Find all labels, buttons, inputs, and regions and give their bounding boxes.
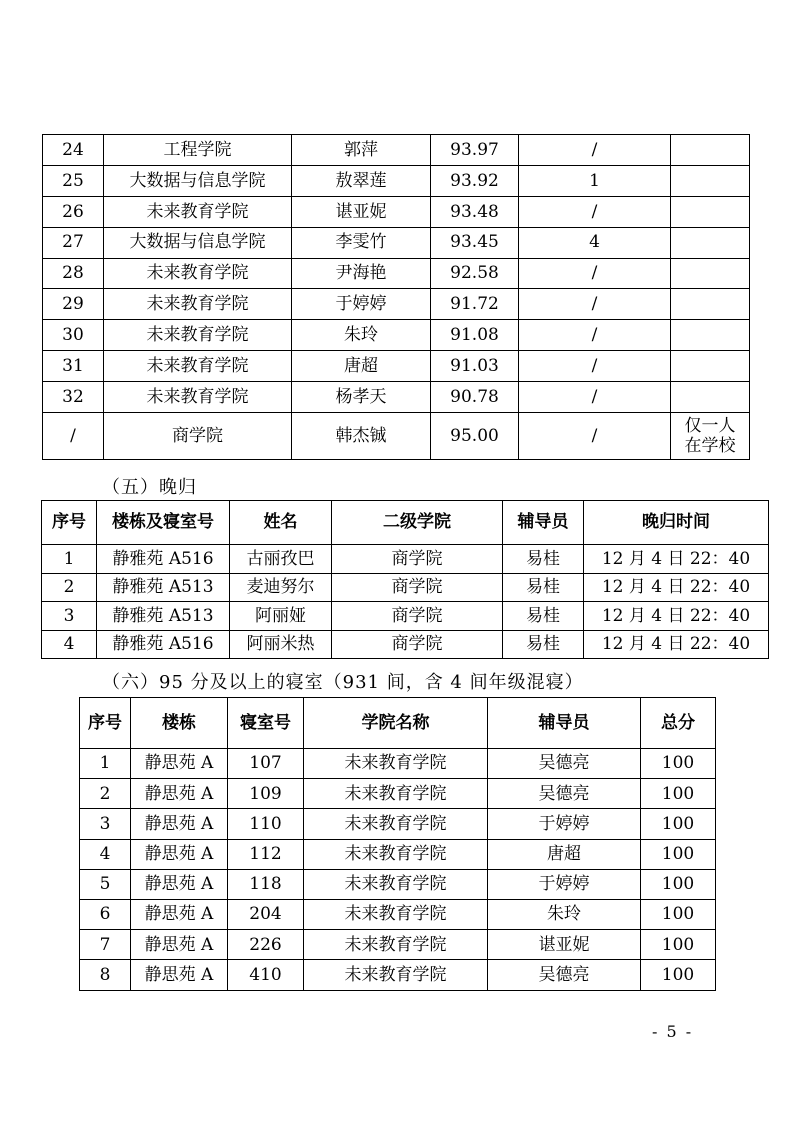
score-cell: 91.08 [431, 320, 519, 351]
table-row [42, 545, 769, 574]
college-cell: 未来教育学院 [104, 320, 292, 351]
name-cell: 麦迪努尔 [230, 573, 332, 602]
score-cell: 95.00 [431, 413, 519, 460]
room-cell: 112 [228, 839, 304, 869]
time-cell: 12 月 4 日 22：40 [584, 602, 769, 631]
table-row [80, 809, 716, 839]
score-cell: 90.78 [431, 382, 519, 413]
column-header: 晚归时间 [584, 501, 769, 545]
building-cell: 静思苑 A [131, 869, 228, 899]
counselor-cell: 唐超 [488, 839, 641, 869]
name-cell: 古丽孜巴 [230, 545, 332, 574]
rank-cell: 32 [43, 382, 104, 413]
college-cell: 商学院 [332, 545, 503, 574]
table-row [43, 196, 750, 227]
counselor-cell: 郭萍 [292, 135, 431, 166]
building-cell: 静思苑 A [131, 809, 228, 839]
college-cell: 商学院 [332, 573, 503, 602]
counselor-cell: 易桂 [503, 545, 584, 574]
college-cell: 商学院 [104, 413, 292, 460]
remark-cell [671, 258, 750, 289]
column-header: 辅导员 [488, 698, 641, 749]
room-cell: 410 [228, 960, 304, 990]
building-cell: 静思苑 A [131, 960, 228, 990]
score-cell: 93.97 [431, 135, 519, 166]
table-row [43, 413, 750, 460]
time-cell: 12 月 4 日 22：40 [584, 630, 769, 659]
name-cell: 阿丽娅 [230, 602, 332, 631]
score-cell: 100 [641, 930, 716, 960]
remark-cell [671, 320, 750, 351]
score-cell: 100 [641, 869, 716, 899]
count-cell: / [519, 289, 671, 320]
counselor-cell: 于婷婷 [292, 289, 431, 320]
college-cell: 未来教育学院 [304, 960, 488, 990]
remark-cell [671, 351, 750, 382]
table-header-row [80, 698, 716, 749]
column-header: 寝室号 [228, 698, 304, 749]
college-cell: 工程学院 [104, 135, 292, 166]
table-row [80, 899, 716, 929]
remark-cell [671, 413, 750, 460]
college-cell: 商学院 [332, 630, 503, 659]
table-row [43, 289, 750, 320]
room-cell: 110 [228, 809, 304, 839]
counselor-cell: 敖翠莲 [292, 165, 431, 196]
count-cell: / [519, 320, 671, 351]
counselor-cell: 谌亚妮 [488, 930, 641, 960]
college-cell: 未来教育学院 [104, 289, 292, 320]
dorm-cell: 静雅苑 A516 [97, 630, 230, 659]
counselor-cell: 于婷婷 [488, 869, 641, 899]
counselor-cell: 唐超 [292, 351, 431, 382]
room-cell: 107 [228, 749, 304, 779]
index-cell: 3 [42, 602, 97, 631]
late-return-table [41, 500, 769, 659]
table-header-row [42, 501, 769, 545]
rank-cell: 26 [43, 196, 104, 227]
building-cell: 静思苑 A [131, 749, 228, 779]
college-cell: 未来教育学院 [304, 749, 488, 779]
table-row [43, 382, 750, 413]
remark-cell [671, 196, 750, 227]
remark-cell [671, 165, 750, 196]
counselor-cell: 韩杰铖 [292, 413, 431, 460]
counselor-cell: 易桂 [503, 573, 584, 602]
index-cell: 2 [42, 573, 97, 602]
college-cell: 大数据与信息学院 [104, 165, 292, 196]
counselor-cell: 杨孝天 [292, 382, 431, 413]
counselor-cell: 朱玲 [292, 320, 431, 351]
college-cell: 未来教育学院 [304, 779, 488, 809]
score-cell: 100 [641, 960, 716, 990]
score-cell: 93.45 [431, 227, 519, 258]
building-cell: 静思苑 A [131, 779, 228, 809]
building-cell: 静思苑 A [131, 839, 228, 869]
table-row [43, 351, 750, 382]
counselor-cell: 李雯竹 [292, 227, 431, 258]
college-cell: 大数据与信息学院 [104, 227, 292, 258]
rank-cell: 31 [43, 351, 104, 382]
index-cell: 1 [42, 545, 97, 574]
remark-line: 在学校 [684, 436, 736, 457]
college-cell: 商学院 [332, 602, 503, 631]
column-header: 序号 [42, 501, 97, 545]
time-cell: 12 月 4 日 22：40 [584, 545, 769, 574]
counselor-cell: 尹海艳 [292, 258, 431, 289]
table-row [43, 165, 750, 196]
count-cell: / [519, 258, 671, 289]
college-cell: 未来教育学院 [304, 899, 488, 929]
college-cell: 未来教育学院 [104, 382, 292, 413]
college-cell: 未来教育学院 [304, 869, 488, 899]
index-cell: 7 [80, 930, 131, 960]
room-cell: 109 [228, 779, 304, 809]
building-cell: 静思苑 A [131, 930, 228, 960]
college-cell: 未来教育学院 [304, 839, 488, 869]
rank-cell: 25 [43, 165, 104, 196]
index-cell: 1 [80, 749, 131, 779]
top-dorms-table [79, 697, 716, 991]
dorm-cell: 静雅苑 A513 [97, 602, 230, 631]
table-row [43, 258, 750, 289]
time-cell: 12 月 4 日 22：40 [584, 573, 769, 602]
remark-cell [671, 382, 750, 413]
rank-cell: / [43, 413, 104, 460]
count-cell: / [519, 135, 671, 166]
index-cell: 5 [80, 869, 131, 899]
index-cell: 3 [80, 809, 131, 839]
college-cell: 未来教育学院 [104, 196, 292, 227]
score-cell: 93.92 [431, 165, 519, 196]
table-row [43, 135, 750, 166]
score-cell: 100 [641, 899, 716, 929]
score-cell: 91.72 [431, 289, 519, 320]
dorm-cell: 静雅苑 A513 [97, 573, 230, 602]
index-cell: 6 [80, 899, 131, 929]
rank-cell: 30 [43, 320, 104, 351]
table-row [42, 602, 769, 631]
dorm-cell: 静雅苑 A516 [97, 545, 230, 574]
score-cell: 93.48 [431, 196, 519, 227]
index-cell: 8 [80, 960, 131, 990]
table-row [43, 227, 750, 258]
rank-cell: 28 [43, 258, 104, 289]
count-cell: / [519, 351, 671, 382]
room-cell: 226 [228, 930, 304, 960]
remark-cell [671, 135, 750, 166]
score-cell: 100 [641, 749, 716, 779]
building-cell: 静思苑 A [131, 899, 228, 929]
score-cell: 100 [641, 779, 716, 809]
count-cell: / [519, 413, 671, 460]
count-cell: 1 [519, 165, 671, 196]
table-row [80, 869, 716, 899]
table-row [80, 779, 716, 809]
remark-cell [671, 227, 750, 258]
column-header: 二级学院 [332, 501, 503, 545]
column-header: 辅导员 [503, 501, 584, 545]
index-cell: 4 [42, 630, 97, 659]
room-cell: 118 [228, 869, 304, 899]
count-cell: 4 [519, 227, 671, 258]
count-cell: / [519, 382, 671, 413]
counselor-cell: 吴德亮 [488, 779, 641, 809]
column-header: 总分 [641, 698, 716, 749]
remark-cell [671, 289, 750, 320]
counselor-cell: 谌亚妮 [292, 196, 431, 227]
table-row [42, 573, 769, 602]
page-number: - 5 - [652, 1022, 694, 1041]
table-row [43, 320, 750, 351]
table-row [42, 630, 769, 659]
counselor-cell: 易桂 [503, 630, 584, 659]
college-cell: 未来教育学院 [304, 809, 488, 839]
score-cell: 92.58 [431, 258, 519, 289]
column-header: 楼栋及寝室号 [97, 501, 230, 545]
college-cell: 未来教育学院 [104, 258, 292, 289]
rank-cell: 29 [43, 289, 104, 320]
counselor-cell: 朱玲 [488, 899, 641, 929]
column-header: 学院名称 [304, 698, 488, 749]
room-cell: 204 [228, 899, 304, 929]
section-heading-top-dorms: （六）95 分及以上的寝室（931 间，含 4 间年级混寝） [102, 672, 584, 693]
table-row [80, 839, 716, 869]
counselor-cell: 吴德亮 [488, 960, 641, 990]
ranking-table-continued [42, 134, 750, 460]
index-cell: 2 [80, 779, 131, 809]
college-cell: 未来教育学院 [104, 351, 292, 382]
score-cell: 91.03 [431, 351, 519, 382]
counselor-cell: 于婷婷 [488, 809, 641, 839]
college-cell: 未来教育学院 [304, 930, 488, 960]
rank-cell: 27 [43, 227, 104, 258]
table-row [80, 960, 716, 990]
section-heading-late-return: （五）晚归 [102, 477, 197, 498]
remark-line: 仅一人 [684, 416, 736, 437]
rank-cell: 24 [43, 135, 104, 166]
table-row [80, 930, 716, 960]
name-cell: 阿丽米热 [230, 630, 332, 659]
column-header: 楼栋 [131, 698, 228, 749]
table-row [80, 749, 716, 779]
counselor-cell: 易桂 [503, 602, 584, 631]
counselor-cell: 吴德亮 [488, 749, 641, 779]
column-header: 序号 [80, 698, 131, 749]
index-cell: 4 [80, 839, 131, 869]
count-cell: / [519, 196, 671, 227]
score-cell: 100 [641, 809, 716, 839]
score-cell: 100 [641, 839, 716, 869]
column-header: 姓名 [230, 501, 332, 545]
